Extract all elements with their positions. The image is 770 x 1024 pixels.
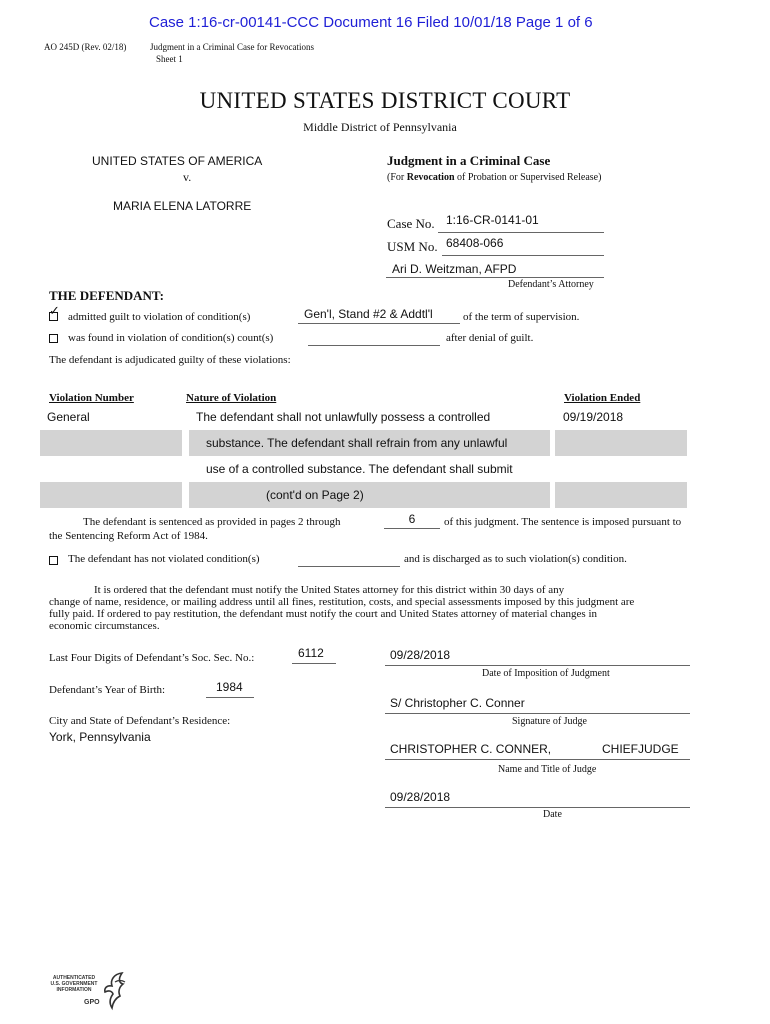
row2-nature[interactable]: substance. The defendant shall refrain from any unlawful xyxy=(206,436,508,450)
subtitle-prefix: (For xyxy=(387,172,407,183)
found-underline xyxy=(308,345,440,346)
order-line4: economic circumstances. xyxy=(49,620,160,632)
case-no-field[interactable]: 1:16-CR-0141-01 xyxy=(446,213,539,227)
seal-line3: INFORMATION xyxy=(56,987,92,993)
eagle-icon xyxy=(100,970,130,1012)
versus: v. xyxy=(183,170,192,184)
court-title: UNITED STATES DISTRICT COURT xyxy=(199,88,571,113)
col-header-ended: Violation Ended xyxy=(564,392,641,404)
order-line1: It is ordered that the defendant must notify the United States attorney for this district within 30 days of any xyxy=(94,584,565,596)
admitted-underline xyxy=(298,323,460,324)
date-underline xyxy=(385,807,690,808)
shade-row2-col1 xyxy=(40,430,182,456)
sentence-line2: the Sentencing Reform Act of 1984. xyxy=(49,530,208,542)
subtitle-suffix: of Probation or Supervised Release) xyxy=(454,172,602,183)
case-no-underline xyxy=(438,232,604,233)
row1-nature[interactable]: The defendant shall not unlawfully possess a controlled xyxy=(196,410,491,424)
case-no-label: Case No. xyxy=(387,216,435,231)
judge-name-underline xyxy=(385,759,690,760)
subtitle-bold: Revocation xyxy=(406,172,455,183)
judge-title-field[interactable]: CHIEFJUDGE xyxy=(602,742,679,756)
shade-row4-col1 xyxy=(40,482,182,508)
imposition-date-field[interactable]: 09/28/2018 xyxy=(390,648,451,662)
order-line2: change of name, residence, or mailing address until all fines, restitution, costs, and special assessments imposed by this judgment are xyxy=(49,596,635,608)
ssn-underline xyxy=(292,663,336,664)
judge-name-field[interactable]: CHRISTOPHER C. CONNER, xyxy=(390,742,552,756)
row4-nature[interactable]: (cont'd on Page 2) xyxy=(266,488,364,502)
row1-number[interactable]: General xyxy=(47,410,90,424)
signature-label: Signature of Judge xyxy=(512,716,587,727)
attorney-field[interactable]: Ari D. Weitzman, AFPD xyxy=(392,262,517,276)
check-mark-icon: ✓ xyxy=(49,303,60,318)
case-stamp: Case 1:16-cr-00141-CCC Document 16 Filed 10/01/18 Page 1 of 6 xyxy=(149,14,593,31)
not-violated-underline xyxy=(298,566,400,567)
seal-line4: GPO xyxy=(84,999,100,1006)
signature-underline xyxy=(385,713,690,714)
row1-ended[interactable]: 09/19/2018 xyxy=(563,410,624,424)
col-header-number: Violation Number xyxy=(49,392,134,404)
pages-field[interactable]: 6 xyxy=(408,512,416,526)
attorney-underline xyxy=(386,277,604,278)
shade-row4-col2 xyxy=(189,482,550,508)
defendant-heading: THE DEFENDANT: xyxy=(49,288,164,303)
sentence-line1-prefix: The defendant is sentenced as provided in pages 2 through xyxy=(83,516,341,528)
attorney-label: Defendant’s Attorney xyxy=(508,279,594,290)
not-violated-suffix: and is discharged as to such violation(s) condition. xyxy=(404,553,627,565)
date-field[interactable]: 09/28/2018 xyxy=(390,790,451,804)
usm-field[interactable]: 68408-066 xyxy=(446,236,504,250)
not-violated-checkbox[interactable] xyxy=(49,556,58,565)
form-title: Judgment in a Criminal Case for Revocations xyxy=(150,42,314,52)
found-label: was found in violation of condition(s) count(s) xyxy=(68,332,274,344)
ssn-label: Last Four Digits of Defendant’s Soc. Sec. No.: xyxy=(49,652,255,664)
plaintiff: UNITED STATES OF AMERICA xyxy=(92,154,263,168)
col-header-nature: Nature of Violation xyxy=(186,392,277,404)
judgment-title: Judgment in a Criminal Case xyxy=(387,153,551,168)
found-suffix: after denial of guilt. xyxy=(446,332,534,344)
defendant-name: MARIA ELENA LATORRE xyxy=(113,199,252,213)
residence-label: City and State of Defendant’s Residence: xyxy=(49,715,231,727)
found-checkbox[interactable] xyxy=(49,334,58,343)
row3-nature[interactable]: use of a controlled substance. The defendant shall submit xyxy=(206,462,513,476)
shade-row2-col3 xyxy=(555,430,687,456)
admitted-field[interactable]: Gen'l, Stand #2 & Addtl'l xyxy=(304,307,433,321)
imposition-date-underline xyxy=(385,665,690,666)
birth-label: Defendant’s Year of Birth: xyxy=(49,684,166,696)
admitted-suffix: of the term of supervision. xyxy=(463,311,580,323)
pages-underline xyxy=(384,528,440,529)
residence-field[interactable]: York, Pennsylvania xyxy=(49,730,151,744)
order-line3: fully paid. If ordered to pay restitution, the defendant must notify the court and United States attorney of material changes in xyxy=(49,608,598,620)
seal-line2: U.S. GOVERNMENT xyxy=(50,981,98,987)
shade-row4-col3 xyxy=(555,482,687,508)
sentence-line1-suffix: of this judgment. The sentence is imposed pursuant to xyxy=(444,516,682,528)
judge-name-label: Name and Title of Judge xyxy=(498,764,597,775)
judgment-subtitle xyxy=(387,172,601,183)
date-label: Date xyxy=(543,809,562,820)
birth-field[interactable]: 1984 xyxy=(216,680,243,694)
signature-field[interactable]: S/ Christopher C. Conner xyxy=(390,696,525,710)
usm-underline xyxy=(442,255,604,256)
ssn-field[interactable]: 6112 xyxy=(298,646,324,660)
adjudicated-text: The defendant is adjudicated guilty of these violations: xyxy=(49,354,291,366)
sheet-label: Sheet 1 xyxy=(156,54,183,64)
gpo-seal xyxy=(44,970,134,1014)
usm-label: USM No. xyxy=(387,239,438,254)
birth-underline xyxy=(206,697,254,698)
admitted-label: admitted guilt to violation of condition(s) xyxy=(68,311,251,323)
district: Middle District of Pennsylvania xyxy=(303,120,457,134)
form-number: AO 245D (Rev. 02/18) xyxy=(44,42,127,52)
seal-line1: AUTHENTICATED xyxy=(52,975,96,981)
imposition-date-label: Date of Imposition of Judgment xyxy=(482,668,610,679)
not-violated-label: The defendant has not violated condition(s) xyxy=(68,553,260,565)
